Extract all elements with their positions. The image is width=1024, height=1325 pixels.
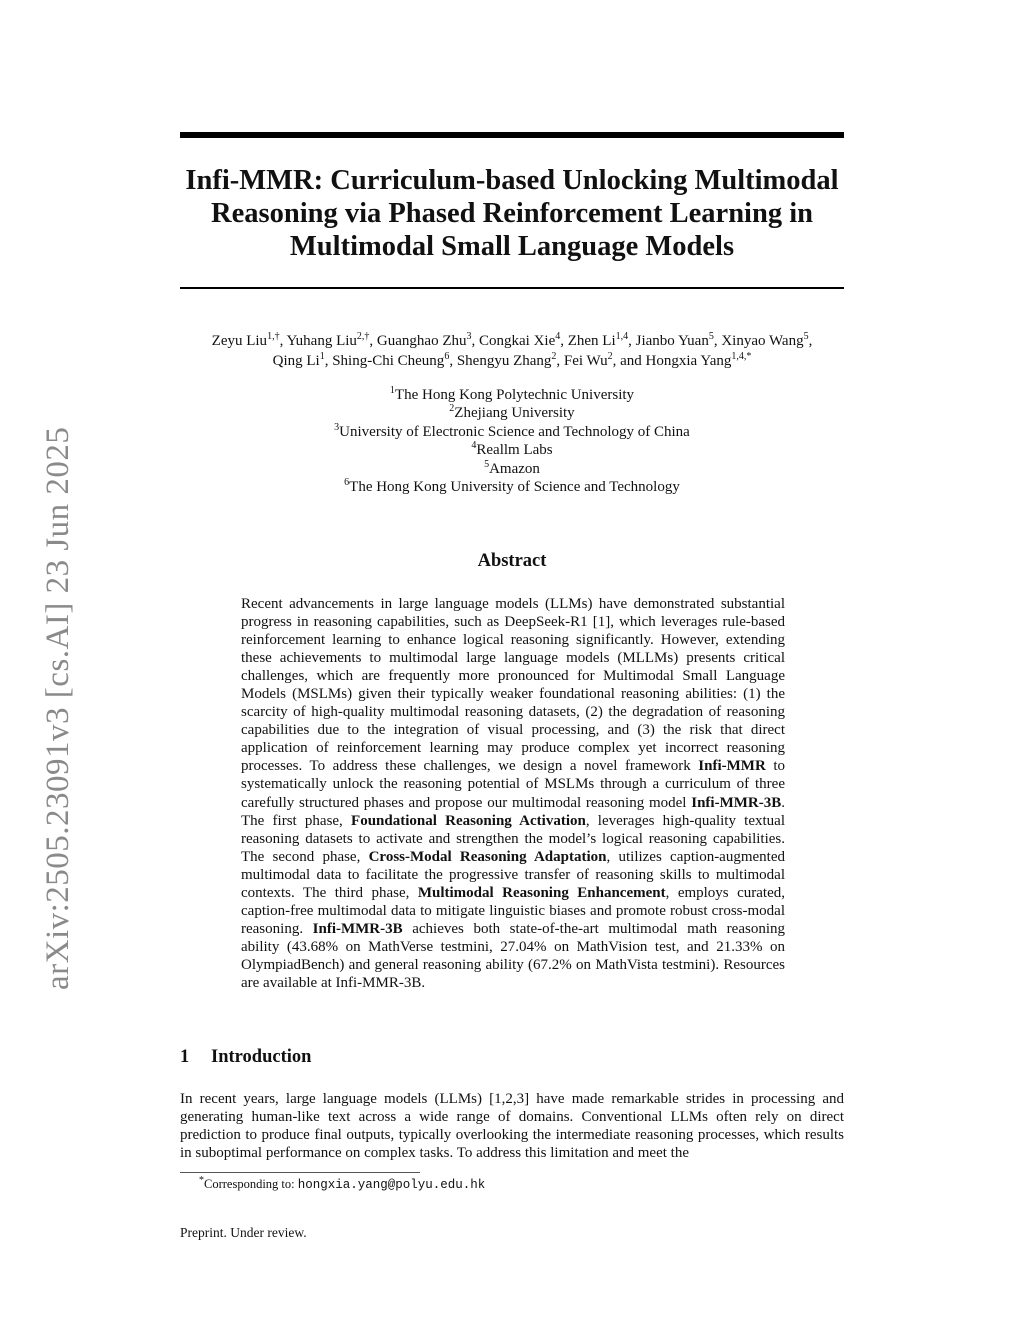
introduction-paragraph: In recent years, large language models (LLMs) [1,2,3] have made remarkable strides in processing and generating human-like text across a wide range of domains. Conventional LLMs often rely on direct prediction to produce final outputs, typically overlooking the intermediate reasoning processes, which results in suboptimal performance on complex tasks. To address this limitation and meet the	[180, 1091, 844, 1162]
section-title: Introduction	[211, 1047, 312, 1067]
paper-title: Infi-MMR: Curriculum-based Unlocking Multimodal Reasoning via Phased Reinforcement Learning in Multimodal Small Language Models	[185, 165, 839, 262]
abstract-body: Recent advancements in large language models (LLMs) have demonstrated substantial progress in reasoning capabilities, such as DeepSeek-R1 [1], which leverages rule-based reinforcement learning to enhance logical reasoning significantly. However, extending these achievements to multimodal large language models (MLLMs) presents critical challenges, which are frequently more pronounced for Multimodal Small Language Models (MSLMs) given their typically weaker foundational reasoning abilities: (1) the scarcity of high-quality multimodal reasoning datasets, (2) the degradation of reasoning capabilities due to the integration of visual processing, and (3) the risk that direct application of reinforcement learning may produce complex yet incorrect reasoning processes. To address these challenges, we design a novel framework Infi-MMR to systematically unlock the reasoning potential of MSLMs through a curriculum of three carefully structured phases and propose our multimodal reasoning model Infi-MMR-3B. The first phase, Foundational Reasoning Activation, leverages high-quality textual reasoning datasets to activate and strengthen the model’s logical reasoning capabilities. The second phase, Cross-Modal Reasoning Adaptation, utilizes caption-augmented multimodal data to facilitate the progressive transfer of reasoning skills to multimodal contexts. The third phase, Multimodal Reasoning Enhancement, employs curated, caption-free multimodal data to mitigate linguistic biases and promote robust cross-modal reasoning. Infi-MMR-3B achieves both state-of-the-art multimodal math reasoning ability (43.68% on MathVerse testmini, 27.04% on MathVision test, and 21.33% on OlympiadBench) and general reasoning ability (67.2% on MathVista testmini). Resources are available at Infi-MMR-3B.	[241, 596, 786, 991]
affiliation-1: $^1$The Hong Kong Polytechnic University	[389, 385, 635, 403]
framework-name: Infi-MMR	[698, 758, 766, 775]
phase-1-name: Foundational Reasoning Activation	[351, 812, 586, 829]
affiliation-6: $^6$The Hong Kong University of Science and Technology	[344, 477, 680, 496]
affiliation-2: $^2$Zhejiang University	[449, 403, 575, 422]
affiliation-5: $^5$Amazon	[484, 458, 540, 477]
abstract-heading: Abstract	[477, 551, 547, 571]
phase-2-name: Cross-Modal Reasoning Adaptation	[368, 848, 607, 865]
section-number: 1	[180, 1047, 190, 1067]
authors-line-2: Qing Li$^1$, Shing-Chi Cheung$^6$, Shengyu Zhang$^2$, Fei Wu$^2$, and Hongxia Yang$^{1,4,*}$	[272, 351, 752, 369]
phase-3-name: Multimodal Reasoning Enhancement	[417, 884, 666, 901]
footnote-marker: *	[199, 1174, 204, 1186]
affiliation-3: $^3$University of Electronic Science and Technology of China	[334, 421, 690, 440]
preprint-notice: Preprint. Under review.	[180, 1225, 307, 1240]
section-heading-introduction	[180, 1047, 311, 1068]
authors-line-1: Zeyu Liu$^{1,\dagger}$, Yuhang Liu$^{2,\dagger}$, Guanghao Zhu$^3$, Congkai Xie$^4$, Zhen Li$^{1,4}$, Jianbo Yuan$^5$, Xinyao Wang$^5$,	[211, 331, 813, 349]
author-list	[170, 331, 854, 371]
affiliation-list	[180, 386, 844, 496]
model-name-2: Infi-MMR-3B	[312, 920, 403, 937]
footnote	[199, 1174, 486, 1192]
arxiv-sidebar-stamp: arXiv:2505.23091v3 [cs.AI] 23 Jun 2025	[40, 426, 76, 990]
footnote-rule	[180, 1172, 420, 1173]
corresponding-email: hongxia.yang@polyu.edu.hk	[297, 1178, 486, 1192]
affiliation-4: $^4$Reallm Labs	[471, 440, 553, 459]
footnote-label: Corresponding to:	[204, 1177, 298, 1191]
title-top-rule	[180, 132, 844, 138]
title-bottom-rule	[180, 287, 844, 289]
model-name: Infi-MMR-3B	[691, 794, 782, 811]
